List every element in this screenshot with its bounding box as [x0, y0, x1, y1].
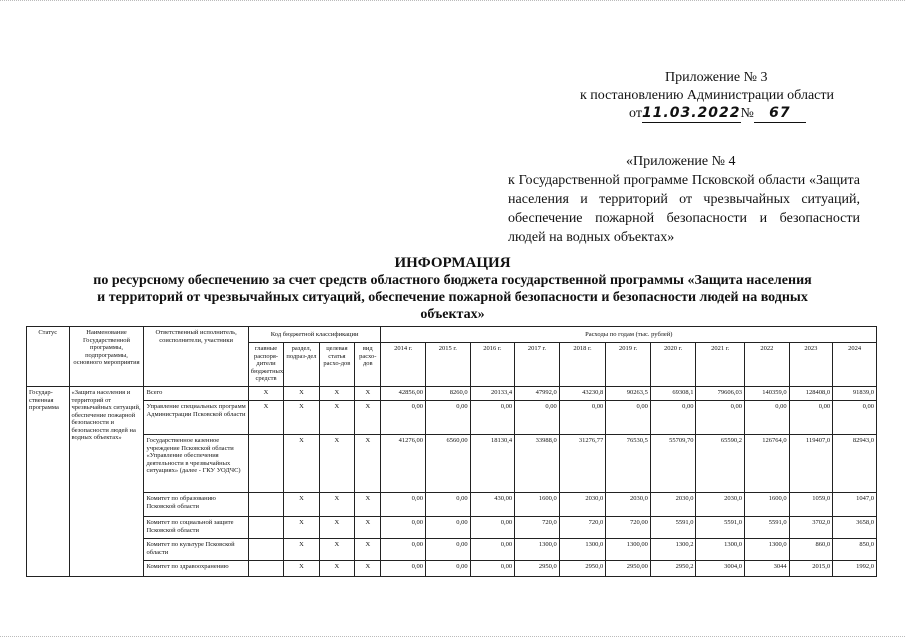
- kbk-vr-cell: X: [355, 401, 381, 435]
- expense-cell: 1300,0: [515, 539, 560, 561]
- table-row: [27, 387, 877, 401]
- kbk-rz-cell: X: [284, 493, 319, 517]
- expense-cell: 0,00: [515, 401, 560, 435]
- signed-date: 11.03.2022: [641, 105, 741, 121]
- expense-cell: 0,00: [696, 401, 745, 435]
- kbk-rz-cell: X: [284, 435, 319, 493]
- kbk-vr-cell: X: [355, 561, 381, 577]
- kbk-cs-cell: X: [319, 517, 354, 539]
- kbk-vr-cell: X: [355, 387, 381, 401]
- header-kbk-cs: целевая статья расхо-дов: [319, 343, 354, 387]
- expense-cell: 65590,2: [696, 435, 745, 493]
- kbk-rz-cell: X: [284, 387, 319, 401]
- expense-cell: 3044: [745, 561, 790, 577]
- table-row: [27, 539, 877, 561]
- expense-cell: 69308,1: [650, 387, 696, 401]
- kbk-gr-cell: [248, 517, 283, 539]
- expense-cell: 0,00: [426, 517, 471, 539]
- expense-cell: 2015,0: [789, 561, 833, 577]
- expense-cell: 20133,4: [470, 387, 515, 401]
- kbk-gr-cell: [248, 435, 283, 493]
- header-kbk-rz: раздел, подраз-дел: [284, 343, 319, 387]
- signed-number: 67: [754, 104, 806, 123]
- expense-cell: 720,00: [606, 517, 651, 539]
- number-sign: №: [740, 106, 754, 121]
- expense-cell: 91839,0: [833, 387, 877, 401]
- kbk-gr-cell: X: [248, 387, 283, 401]
- expense-cell: 3658,0: [833, 517, 877, 539]
- expense-cell: 47992,0: [515, 387, 560, 401]
- kbk-rz-cell: X: [284, 517, 319, 539]
- expense-cell: 5591,0: [696, 517, 745, 539]
- expense-cell: 0,00: [470, 401, 515, 435]
- kbk-vr-cell: X: [355, 517, 381, 539]
- annex4-title: «Приложение № 4: [626, 154, 736, 169]
- expense-cell: 430,00: [470, 493, 515, 517]
- header-expenses: Расходы по годам (тыс. рублей): [381, 327, 877, 343]
- expense-cell: 0,00: [381, 493, 426, 517]
- kbk-cs-cell: X: [319, 401, 354, 435]
- table-row: [27, 561, 877, 577]
- kbk-rz-cell: X: [284, 401, 319, 435]
- header-kbk-vr: вид расхо-дов: [355, 343, 381, 387]
- header-responsible: Ответственный исполнитель, соисполнители, участники: [144, 327, 248, 387]
- kbk-cs-cell: X: [319, 435, 354, 493]
- expense-cell: 850,0: [833, 539, 877, 561]
- expense-cell: 0,00: [426, 401, 471, 435]
- table-row: [27, 435, 877, 493]
- expense-cell: 1600,0: [515, 493, 560, 517]
- expense-cell: 2950,2: [650, 561, 696, 577]
- annex3-title: Приложение № 3: [665, 70, 768, 85]
- kbk-gr-cell: [248, 561, 283, 577]
- kbk-vr-cell: X: [355, 435, 381, 493]
- expense-cell: 2950,00: [606, 561, 651, 577]
- expense-cell: 1600,0: [745, 493, 790, 517]
- header-year: 2014 г.: [381, 343, 426, 387]
- expense-cell: 119407,0: [789, 435, 833, 493]
- expense-cell: 82943,0: [833, 435, 877, 493]
- expense-cell: 0,00: [470, 539, 515, 561]
- expense-cell: 55709,70: [650, 435, 696, 493]
- expense-cell: 2030,0: [696, 493, 745, 517]
- expense-cell: 1300,0: [745, 539, 790, 561]
- expense-cell: 41276,00: [381, 435, 426, 493]
- kbk-cs-cell: X: [319, 387, 354, 401]
- expense-cell: 2030,0: [606, 493, 651, 517]
- responsible-cell: Комитет по социальной защите Псковской области: [144, 517, 248, 539]
- expense-cell: 0,00: [381, 561, 426, 577]
- scan-edge-bottom: [0, 636, 905, 639]
- annex3-date-line: [629, 104, 806, 123]
- annex4-body: к Государственной программе Псковской области «Защита населения и территорий от чрезвычайных ситуаций, обеспечение пожарной безопасности и безопасности людей на водных объектах»: [508, 173, 860, 245]
- header-year: 2020 г.: [650, 343, 696, 387]
- expense-cell: 43230,8: [559, 387, 606, 401]
- expense-cell: 1300,2: [650, 539, 696, 561]
- expense-cell: 18130,4: [470, 435, 515, 493]
- header-status: Статус: [27, 327, 70, 387]
- expense-cell: 0,00: [833, 401, 877, 435]
- status-cell: Государ-ственная программа: [27, 387, 70, 577]
- scan-edge-top: [0, 0, 905, 3]
- responsible-cell: Всего: [144, 387, 248, 401]
- document-subtitle-line2: и территорий от чрезвычайных ситуаций, обеспечение пожарной безопасности и безопасности людей на водных: [97, 290, 808, 305]
- expense-cell: 0,00: [381, 401, 426, 435]
- responsible-cell: Государственное казенное учреждение Псковской области «Управление обеспечения деятельности в чрезвычайных ситуациях» (далее - ГКУ УОДЧС): [144, 435, 248, 493]
- expense-cell: 33988,0: [515, 435, 560, 493]
- table-row: [27, 493, 877, 517]
- header-year: 2023: [789, 343, 833, 387]
- expense-cell: 126764,0: [745, 435, 790, 493]
- expense-cell: 0,00: [559, 401, 606, 435]
- header-kbk: Код бюджетной классификации: [248, 327, 381, 343]
- expense-cell: 0,00: [426, 493, 471, 517]
- expense-cell: 128408,0: [789, 387, 833, 401]
- header-year: 2019 г.: [606, 343, 651, 387]
- table-row: [27, 517, 877, 539]
- header-year: 2015 г.: [426, 343, 471, 387]
- expense-cell: 720,0: [515, 517, 560, 539]
- expense-cell: 6560,00: [426, 435, 471, 493]
- expense-cell: 0,00: [426, 539, 471, 561]
- expense-cell: 1300,00: [606, 539, 651, 561]
- kbk-cs-cell: X: [319, 493, 354, 517]
- document-subtitle-line3: объектах»: [420, 307, 485, 322]
- expense-cell: 3004,0: [696, 561, 745, 577]
- responsible-cell: Комитет по образованию Псковской области: [144, 493, 248, 517]
- expense-cell: 140359,0: [745, 387, 790, 401]
- expense-cell: 0,00: [426, 561, 471, 577]
- kbk-gr-cell: X: [248, 401, 283, 435]
- kbk-vr-cell: X: [355, 539, 381, 561]
- responsible-cell: Комитет по культуре Псковской области: [144, 539, 248, 561]
- expense-cell: 2950,0: [515, 561, 560, 577]
- kbk-gr-cell: [248, 493, 283, 517]
- expense-cell: 0,00: [381, 517, 426, 539]
- date-prefix: от: [629, 106, 642, 121]
- expense-cell: 79606,03: [696, 387, 745, 401]
- expense-cell: 860,0: [789, 539, 833, 561]
- header-year: 2018 г.: [559, 343, 606, 387]
- expense-cell: 31276,77: [559, 435, 606, 493]
- kbk-vr-cell: X: [355, 493, 381, 517]
- kbk-rz-cell: X: [284, 561, 319, 577]
- document-subtitle-line1: по ресурсному обеспечению за счет средств областного бюджета государственной программы «Защита населения: [93, 273, 812, 288]
- header-year: 2017 г.: [515, 343, 560, 387]
- expense-cell: 5591,0: [745, 517, 790, 539]
- expense-cell: 0,00: [745, 401, 790, 435]
- expense-cell: 1300,0: [559, 539, 606, 561]
- expense-cell: 76530,5: [606, 435, 651, 493]
- header-kbk-gr: главные распоря-дители бюджетных средств: [248, 343, 283, 387]
- expense-cell: 0,00: [470, 517, 515, 539]
- expense-cell: 0,00: [470, 561, 515, 577]
- responsible-cell: Управление специальных программ Администрации Псковской области: [144, 401, 248, 435]
- expense-cell: 1300,0: [696, 539, 745, 561]
- kbk-gr-cell: [248, 539, 283, 561]
- responsible-cell: Комитет по здравоохранению: [144, 561, 248, 577]
- expense-cell: 0,00: [650, 401, 696, 435]
- expense-cell: 3702,0: [789, 517, 833, 539]
- expense-cell: 1047,0: [833, 493, 877, 517]
- expense-cell: 1992,0: [833, 561, 877, 577]
- expense-cell: 0,00: [606, 401, 651, 435]
- header-year: 2021 г.: [696, 343, 745, 387]
- expense-cell: 2030,0: [559, 493, 606, 517]
- program-name-cell: «Защита населения и территорий от чрезвычайных ситуаций, обеспечение пожарной безопасности и безопасности людей на водных объектах»: [69, 387, 144, 577]
- kbk-cs-cell: X: [319, 561, 354, 577]
- expense-cell: 0,00: [789, 401, 833, 435]
- kbk-cs-cell: X: [319, 539, 354, 561]
- annex3-decree: к постановлению Администрации области: [580, 88, 834, 103]
- expense-cell: 1059,0: [789, 493, 833, 517]
- expense-cell: 8260,0: [426, 387, 471, 401]
- header-year: 2016 г.: [470, 343, 515, 387]
- expense-cell: 5591,0: [650, 517, 696, 539]
- table-row: [27, 401, 877, 435]
- kbk-rz-cell: X: [284, 539, 319, 561]
- annex4-block: [508, 152, 860, 247]
- header-name: Наименование Государственной программы, подпрограммы, основного мероприятия: [69, 327, 144, 387]
- expense-cell: 2030,0: [650, 493, 696, 517]
- expense-cell: 2950,0: [559, 561, 606, 577]
- header-year: 2022: [745, 343, 790, 387]
- header-year: 2024: [833, 343, 877, 387]
- resource-table: [26, 326, 877, 577]
- expense-cell: 720,0: [559, 517, 606, 539]
- expense-cell: 42856,00: [381, 387, 426, 401]
- expense-cell: 0,00: [381, 539, 426, 561]
- expense-cell: 90263,5: [606, 387, 651, 401]
- document-heading: ИНФОРМАЦИЯ: [394, 255, 511, 271]
